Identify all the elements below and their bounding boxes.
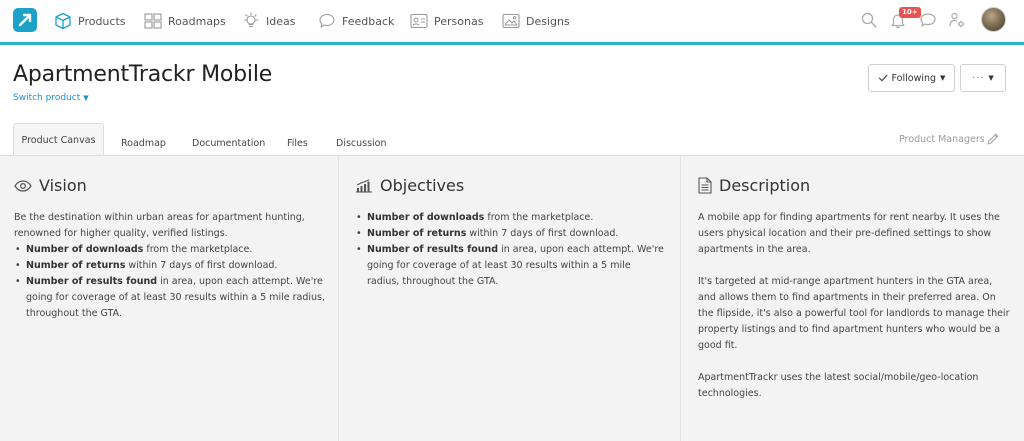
nav-products[interactable]	[54, 10, 126, 32]
caret-down-icon: ▼	[940, 74, 946, 82]
user-gear-icon	[948, 11, 966, 29]
bullet-bold: Number of results found	[26, 276, 158, 287]
caret-down-icon: ▼	[988, 74, 994, 82]
nav-feedback[interactable]	[318, 10, 394, 32]
top-navigation	[0, 0, 1024, 42]
bullet-text: in area, upon each attempt. We're going for coverage of at least 30 results within a 5 mile radius, throughout the GTA.	[26, 276, 325, 319]
chat-icon	[919, 11, 937, 29]
designs-icon	[502, 13, 520, 29]
nav-personas-label: Personas	[434, 14, 484, 28]
following-button[interactable]	[868, 64, 955, 92]
messages-button[interactable]	[919, 8, 937, 32]
description-heading	[698, 176, 810, 195]
following-label: Following	[891, 72, 937, 84]
vision-section[interactable]	[0, 156, 338, 441]
bullet-text: from the marketplace.	[143, 244, 253, 255]
tab-documentation[interactable]	[192, 131, 265, 156]
product-managers-label: Product Managers	[899, 134, 985, 145]
more-label: ···	[972, 72, 985, 84]
nav-personas[interactable]	[410, 10, 483, 32]
lightbulb-icon	[242, 12, 260, 30]
objectives-heading	[355, 176, 464, 195]
search-button[interactable]	[860, 8, 878, 32]
avatar[interactable]	[981, 7, 1006, 32]
eye-icon	[14, 180, 32, 192]
description-paragraph: ApartmentTrackr uses the latest social/mobile/geo-location technologies.	[698, 372, 979, 399]
page-title: ApartmentTrackr Mobile	[13, 62, 273, 87]
bullet-text: from the marketplace.	[484, 212, 594, 223]
list-item	[355, 210, 665, 226]
description-section[interactable]	[681, 156, 1024, 441]
tab-files[interactable]	[287, 131, 308, 156]
roadmap-grid-icon	[144, 13, 162, 29]
switch-product-link[interactable]	[13, 93, 89, 103]
tab-roadmap[interactable]	[121, 131, 166, 156]
nav-designs[interactable]	[502, 10, 570, 32]
nav-roadmaps[interactable]	[144, 10, 226, 32]
tab-label: Documentation	[192, 138, 266, 149]
more-options-button[interactable]	[960, 64, 1006, 92]
bullet-text: within 7 days of first download.	[466, 228, 619, 239]
document-icon	[698, 177, 712, 194]
objectives-section[interactable]	[339, 156, 680, 441]
switch-product-label: Switch product	[13, 93, 81, 103]
vision-bullet-list	[14, 242, 326, 322]
vision-intro: Be the destination within urban areas for apartment hunting, renowned for higher quality, verified listings.	[14, 212, 305, 239]
product-canvas	[0, 156, 1024, 441]
tab-label: Discussion	[336, 138, 387, 149]
cube-icon	[54, 12, 72, 30]
objectives-title: Objectives	[380, 176, 465, 195]
objectives-bullet-list	[355, 210, 665, 290]
list-item	[355, 242, 665, 290]
nav-products-label: Products	[78, 14, 126, 28]
list-item	[14, 274, 326, 322]
notification-badge: 10+	[899, 7, 921, 18]
user-settings-button[interactable]	[948, 8, 966, 32]
tab-product-canvas[interactable]	[13, 123, 104, 156]
nav-accent-line	[0, 42, 1024, 45]
description-paragraph: It's targeted at mid-range apartment hunters in the GTA area, and allows them to find apartments in their preferred area. On the flipside, it's also a powerful tool for landlords to manage their property listings and to find apartment hunters who would be a good fit.	[698, 276, 1010, 351]
nav-ideas-label: Ideas	[266, 14, 296, 28]
nav-ideas[interactable]	[242, 10, 295, 32]
list-item	[355, 226, 665, 242]
tab-discussion[interactable]	[336, 131, 387, 156]
bullet-bold: Number of results found	[367, 244, 499, 255]
tab-label: Product Canvas	[21, 134, 96, 146]
tab-label: Roadmap	[121, 138, 166, 149]
objectives-body	[355, 210, 665, 290]
caret-down-icon: ▼	[83, 94, 89, 102]
bullet-bold: Number of downloads	[26, 244, 144, 255]
nav-designs-label: Designs	[526, 14, 570, 28]
list-item	[14, 258, 326, 274]
vision-title: Vision	[39, 176, 87, 195]
personas-icon	[410, 13, 428, 29]
vision-body	[14, 210, 326, 322]
description-paragraph: A mobile app for finding apartments for rent nearby. It uses the users physical location and their pre-defined settings to show apartments in the area.	[698, 212, 1000, 255]
vision-heading	[14, 176, 87, 195]
pencil-icon[interactable]	[986, 131, 1000, 150]
description-body	[698, 210, 1010, 402]
tab-label: Files	[287, 138, 308, 149]
nav-feedback-label: Feedback	[342, 14, 395, 28]
speech-bubble-icon	[318, 12, 336, 30]
bullet-bold: Number of returns	[367, 228, 467, 239]
logo-icon[interactable]	[13, 8, 37, 32]
bullet-text: in area, upon each attempt. We're going for coverage of at least 30 results within a 5 mile radius, throughout the GTA.	[367, 244, 664, 287]
list-item	[14, 242, 326, 258]
bullet-bold: Number of returns	[26, 260, 126, 271]
checkmark-icon	[878, 73, 888, 83]
search-icon	[860, 11, 878, 29]
bullet-text: within 7 days of first download.	[125, 260, 278, 271]
bar-chart-icon	[355, 179, 373, 193]
description-title: Description	[719, 176, 811, 195]
bullet-bold: Number of downloads	[367, 212, 485, 223]
nav-roadmaps-label: Roadmaps	[168, 14, 226, 28]
